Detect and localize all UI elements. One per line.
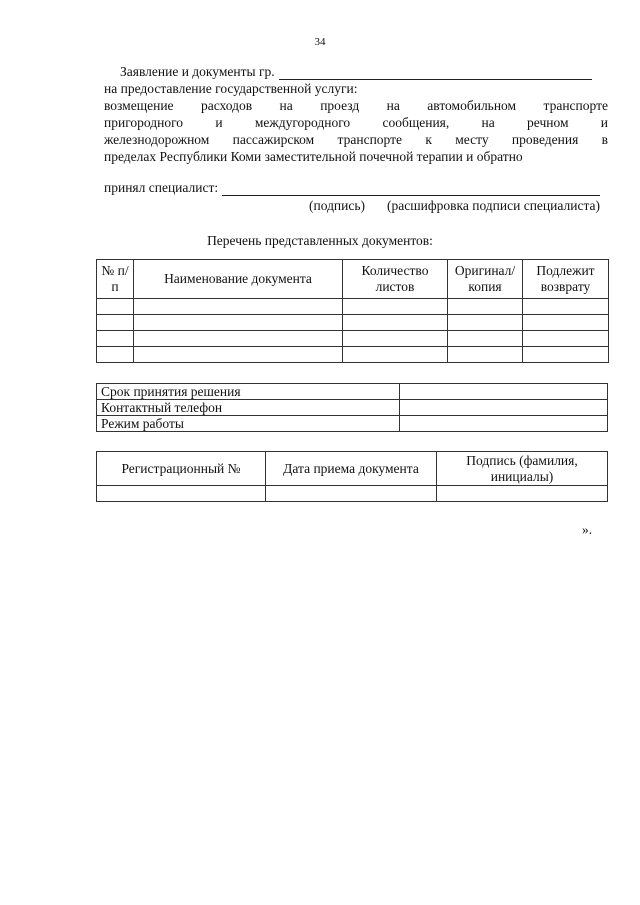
work-hours-label: Режим работы (97, 416, 400, 432)
service-text-line-4: пределах Республики Коми заместительной почечной терапии и обратно (104, 149, 523, 164)
applicant-line (104, 63, 608, 80)
accepted-label: принял специалист: (104, 180, 219, 195)
registration-table (96, 451, 608, 502)
service-text-line-1: возмещение расходов на проезд на автомобильном транспорте (104, 98, 608, 113)
table-row (97, 384, 608, 400)
col-sheet-count: Количество листов (343, 260, 448, 299)
table-row (97, 416, 608, 432)
applicant-label: Заявление и документы гр. (120, 64, 275, 79)
contact-phone-label: Контактный телефон (97, 400, 400, 416)
contact-phone-value (400, 400, 608, 416)
application-header (104, 63, 608, 165)
applicant-name-blank (279, 66, 592, 80)
closing-quote: ». (582, 522, 593, 537)
col-number: № п/п (97, 260, 134, 299)
info-table (96, 383, 608, 432)
table-row (97, 400, 608, 416)
service-intro: на предоставление государственной услуги: (104, 81, 358, 96)
service-text-line-3: железнодорожном пассажирском транспорте к месту проведения в (104, 132, 608, 147)
documents-table-header (97, 260, 609, 299)
col-document-name: Наименование документа (134, 260, 343, 299)
work-hours-value (400, 416, 608, 432)
col-receipt-date: Дата приема документа (266, 452, 437, 486)
col-registration-number: Регистрационный № (97, 452, 266, 486)
decision-term-label: Срок принятия решения (97, 384, 400, 400)
documents-table (96, 259, 609, 363)
decision-term-value (400, 384, 608, 400)
caption-signature: (подпись) (308, 198, 366, 213)
table-row (97, 299, 609, 315)
table-row (97, 315, 609, 331)
specialist-blank (222, 182, 600, 196)
accepted-line (104, 180, 600, 196)
table-row (97, 486, 608, 502)
page-number: 34 (314, 36, 326, 48)
accepted-by-block (104, 180, 600, 214)
col-original-copy: Оригинал/ копия (448, 260, 523, 299)
documents-list-title: Перечень представленных документов: (207, 233, 433, 248)
registration-table-header (97, 452, 608, 486)
service-text-line-2: пригородного и междугородного сообщения, на речном и (104, 115, 608, 130)
signature-captions (104, 198, 600, 214)
col-return: Подлежит возврату (523, 260, 609, 299)
caption-decoding: (расшифровка подписи специалиста) (387, 198, 600, 213)
table-row (97, 331, 609, 347)
table-row (97, 347, 609, 363)
col-signature: Подпись (фамилия, инициалы) (437, 452, 608, 486)
